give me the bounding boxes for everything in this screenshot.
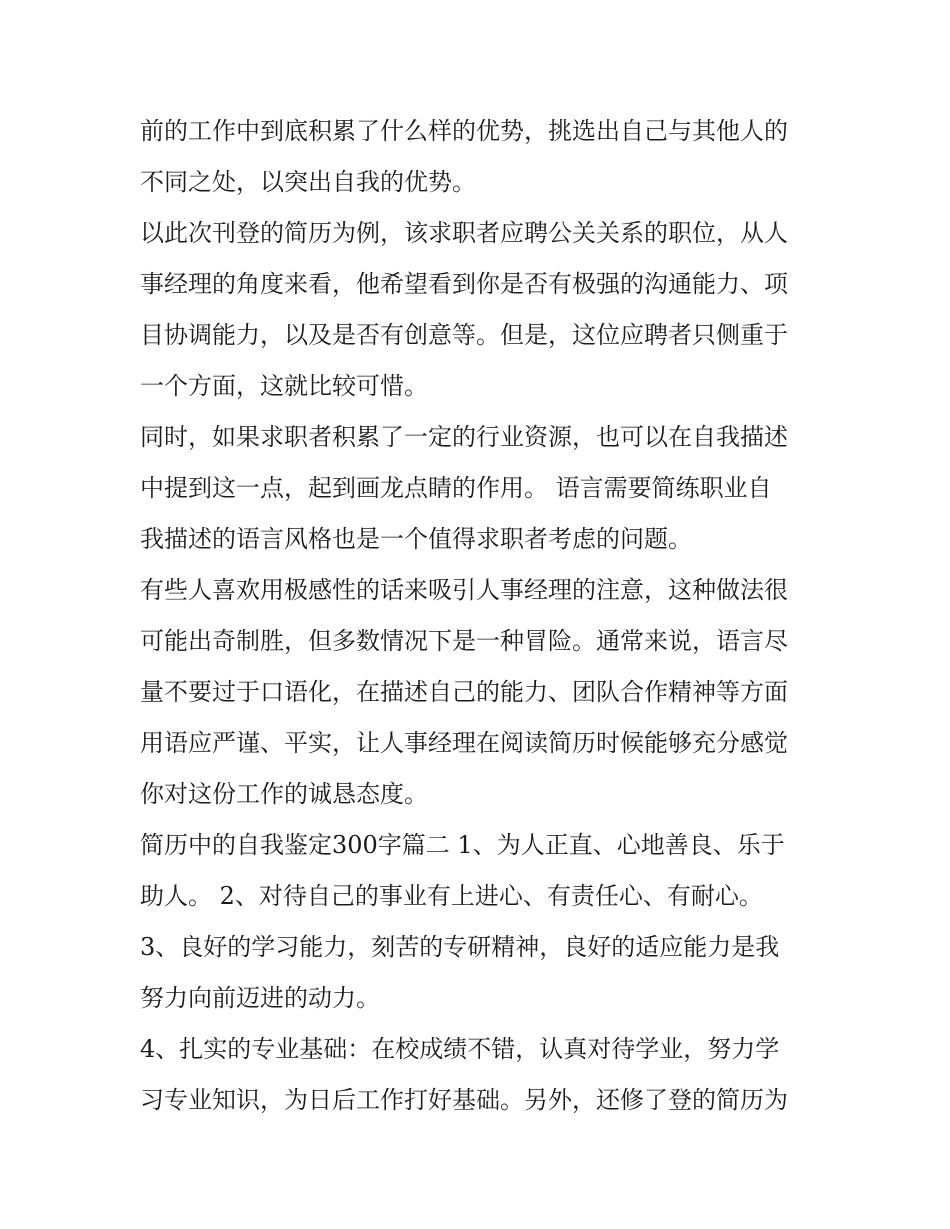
text-line: 目协调能力，以及是否有创意等。但是，这位应聘者只侧重于 xyxy=(140,321,788,349)
text-line: 量不要过于口语化，在描述自己的能力、团队合作精神等方面 xyxy=(140,678,788,706)
text-line: 可能出奇制胜，但多数情况下是一种冒险。通常来说，语言尽 xyxy=(140,627,788,655)
text-line: 前的工作中到底积累了什么样的优势，挑选出自己与其他人的 xyxy=(140,117,788,145)
text-line: 4、扎实的专业基础：在校成绩不错，认真对待学业，努力学 xyxy=(140,1035,780,1063)
text-line: 我描述的语言风格也是一个值得求职者考虑的问题。 xyxy=(140,525,692,553)
text-line: 你对这份工作的诚恳态度。 xyxy=(140,780,428,808)
text-line: 助人。 2、对待自己的事业有上进心、有责任心、有耐心。 xyxy=(140,882,763,910)
text-line: 事经理的角度来看，他希望看到你是否有极强的沟通能力、项 xyxy=(140,270,788,298)
text-line: 用语应严谨、平实，让人事经理在阅读简历时候能够充分感觉 xyxy=(140,729,788,757)
text-line: 同时，如果求职者积累了一定的行业资源，也可以在自我描述 xyxy=(140,423,788,451)
text-line: 3、良好的学习能力，刻苦的专研精神，良好的适应能力是我 xyxy=(140,933,780,961)
text-line: 一个方面，这就比较可惜。 xyxy=(140,372,428,400)
text-line: 以此次刊登的简历为例，该求职者应聘公关关系的职位，从人 xyxy=(140,219,788,247)
text-line: 简历中的自我鉴定300字篇二 1、为人正直、心地善良、乐于 xyxy=(140,831,785,859)
text-line: 不同之处，以突出自我的优势。 xyxy=(140,168,476,196)
text-line: 有些人喜欢用极感性的话来吸引人事经理的注意，这种做法很 xyxy=(140,576,788,604)
text-line: 中提到这一点，起到画龙点睛的作用。 语言需要简练职业自 xyxy=(140,474,772,502)
text-line: 习专业知识，为日后工作打好基础。另外，还修了登的简历为 xyxy=(140,1086,788,1114)
document-body xyxy=(140,106,820,1126)
text-line: 努力向前迈进的动力。 xyxy=(140,984,380,1012)
